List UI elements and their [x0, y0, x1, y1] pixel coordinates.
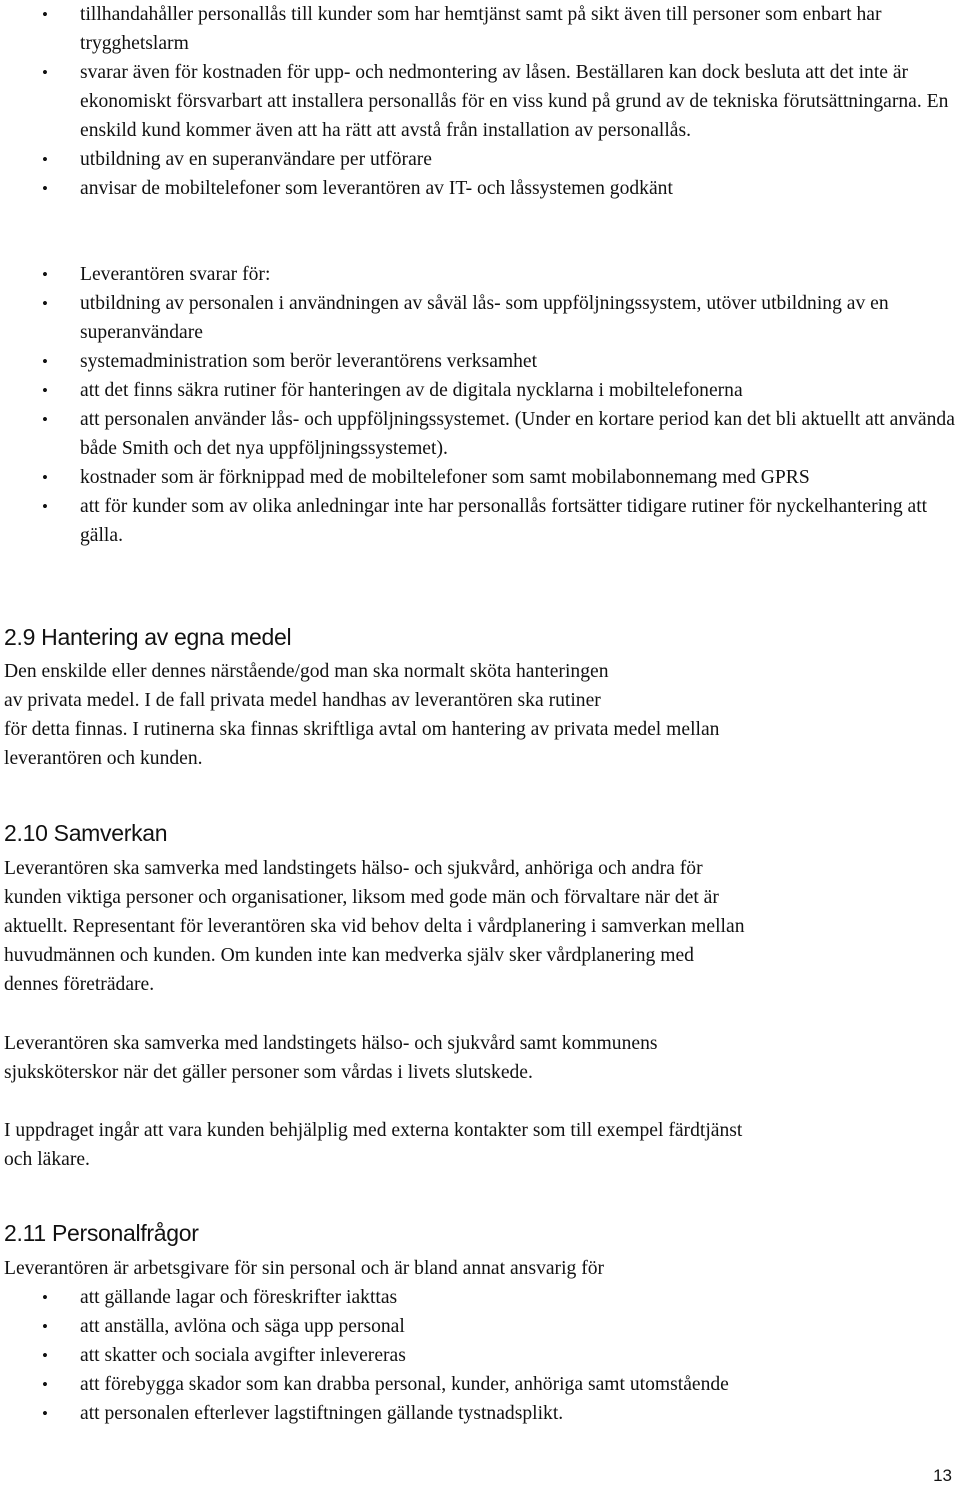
text-line: sjuksköterskor när det gäller personer som vårdas i livets slutskede. — [4, 1062, 533, 1083]
bullet-icon: • — [42, 1375, 48, 1394]
responsibility-list — [4, 0, 960, 203]
bullet-icon: • — [42, 497, 48, 516]
section-body-2-10-para3 — [4, 1116, 960, 1174]
bullet-icon: • — [42, 1346, 48, 1365]
section-body-2-9 — [4, 657, 960, 773]
list-item-text: kostnader som är förknippad med de mobiltelefoner som samt mobilabonnemang med GPRS — [80, 467, 810, 488]
list-item — [4, 492, 960, 550]
list-item — [4, 347, 960, 376]
text-line: huvudmännen och kunden. Om kunden inte kan medverka själv sker vårdplanering med — [4, 945, 694, 966]
page-number: 13 — [933, 1466, 952, 1485]
list-item — [4, 260, 960, 289]
text-line: leverantören och kunden. — [4, 748, 203, 769]
text-line: dennes företrädare. — [4, 974, 155, 995]
bullet-icon: • — [42, 265, 48, 284]
list-item-text: systemadministration som berör leverantörens verksamhet — [80, 351, 538, 372]
list-item-text: att personalen använder lås- och uppföljningssystemet. (Under en kortare period kan det bli aktuellt att använda både Smith och det nya uppföljningssystemet). — [80, 409, 955, 459]
list-item — [4, 289, 960, 347]
list-item-text: att förebygga skador som kan drabba personal, kunder, anhöriga samt utomstående — [80, 1374, 729, 1395]
list-item-text: utbildning av personalen i användningen av såväl lås- som uppföljningssystem, utöver utbildning av en superanvändare — [80, 293, 889, 343]
section-heading-2-10: 2.10 Samverkan — [4, 820, 168, 846]
section-body-2-10-para1 — [4, 854, 960, 999]
text-line: aktuellt. Representant för leverantören ska vid behov delta i vårdplanering i samverkan mellan — [4, 916, 745, 937]
section-intro: Leverantören är arbetsgivare för sin personal och är bland annat ansvarig för — [4, 1258, 605, 1279]
list-item — [4, 463, 960, 492]
list-item-text: svarar även för kostnaden för upp- och nedmontering av låsen. Beställaren kan dock besluta att det inte är ekonomiskt försvarbart att installera personallås för en viss kund på grund av de tekniska förutsättningarna. En enskild kund kommer även att ha rätt att avstå från installation av personallås. — [80, 62, 949, 141]
section-heading-2-11: 2.11 Personalfrågor — [4, 1220, 199, 1246]
list-item — [4, 58, 960, 145]
list-item — [4, 1312, 960, 1341]
bullet-icon: • — [42, 352, 48, 371]
list-item — [4, 376, 960, 405]
text-line: Den enskilde eller dennes närstående/god man ska normalt sköta hanteringen — [4, 661, 609, 682]
bullet-icon: • — [42, 5, 48, 24]
employer-duties-list — [4, 1283, 960, 1428]
bullet-icon: • — [42, 381, 48, 400]
list-item — [4, 174, 960, 203]
list-item-text: utbildning av en superanvändare per utförare — [80, 149, 432, 170]
text-line: för detta finnas. I rutinerna ska finnas skriftliga avtal om hantering av privata medel mellan — [4, 719, 720, 740]
list-item-text: tillhandahåller personallås till kunder som har hemtjänst samt på sikt även till personer som enbart har trygghetslarm — [80, 4, 882, 54]
list-item — [4, 145, 960, 174]
list-item — [4, 0, 960, 58]
bullet-icon: • — [42, 1288, 48, 1307]
list-item — [4, 1283, 960, 1312]
bullet-icon: • — [42, 410, 48, 429]
list-item — [4, 1341, 960, 1370]
bullet-icon: • — [42, 294, 48, 313]
list-item-text: att för kunder som av olika anledningar inte har personallås fortsätter tidigare rutiner för nyckelhantering att gälla. — [80, 496, 928, 546]
text-line: Leverantören ska samverka med landstingets hälso- och sjukvård, anhöriga och andra för — [4, 858, 703, 879]
list-item — [4, 1399, 960, 1428]
bullet-icon: • — [42, 179, 48, 198]
list-item-text: att det finns säkra rutiner för hanteringen av de digitala nycklarna i mobiltelefonerna — [80, 380, 743, 401]
list-item-text: Leverantören svarar för: — [80, 264, 271, 285]
list-item-text: att personalen efterlever lagstiftningen gällande tystnadsplikt. — [80, 1403, 564, 1424]
text-line: Leverantören ska samverka med landstingets hälso- och sjukvård samt kommunens — [4, 1033, 658, 1054]
list-item-text: att anställa, avlöna och säga upp personal — [80, 1316, 405, 1337]
text-line: I uppdraget ingår att vara kunden behjälplig med externa kontakter som till exempel färdtjänst — [4, 1120, 743, 1141]
bullet-icon: • — [42, 1317, 48, 1336]
list-item-text: att gällande lagar och föreskrifter iakttas — [80, 1287, 398, 1308]
text-line: och läkare. — [4, 1149, 90, 1170]
text-line: av privata medel. I de fall privata medel handhas av leverantören ska rutiner — [4, 690, 601, 711]
text-line: kunden viktiga personer och organisationer, liksom med gode män och förvaltare när det är — [4, 887, 719, 908]
list-item — [4, 405, 960, 463]
bullet-icon: • — [42, 1404, 48, 1423]
bullet-icon: • — [42, 63, 48, 82]
list-item-text: anvisar de mobiltelefoner som leverantören av IT- och låssystemen godkänt — [80, 178, 673, 199]
supplier-list — [4, 260, 960, 550]
section-body-2-11 — [4, 1254, 960, 1428]
section-heading-2-9: 2.9 Hantering av egna medel — [4, 624, 292, 650]
section-body-2-10-para2 — [4, 1029, 960, 1087]
list-item — [4, 1370, 960, 1399]
bullet-icon: • — [42, 468, 48, 487]
list-item-text: att skatter och sociala avgifter inlevereras — [80, 1345, 406, 1366]
bullet-icon: • — [42, 150, 48, 169]
